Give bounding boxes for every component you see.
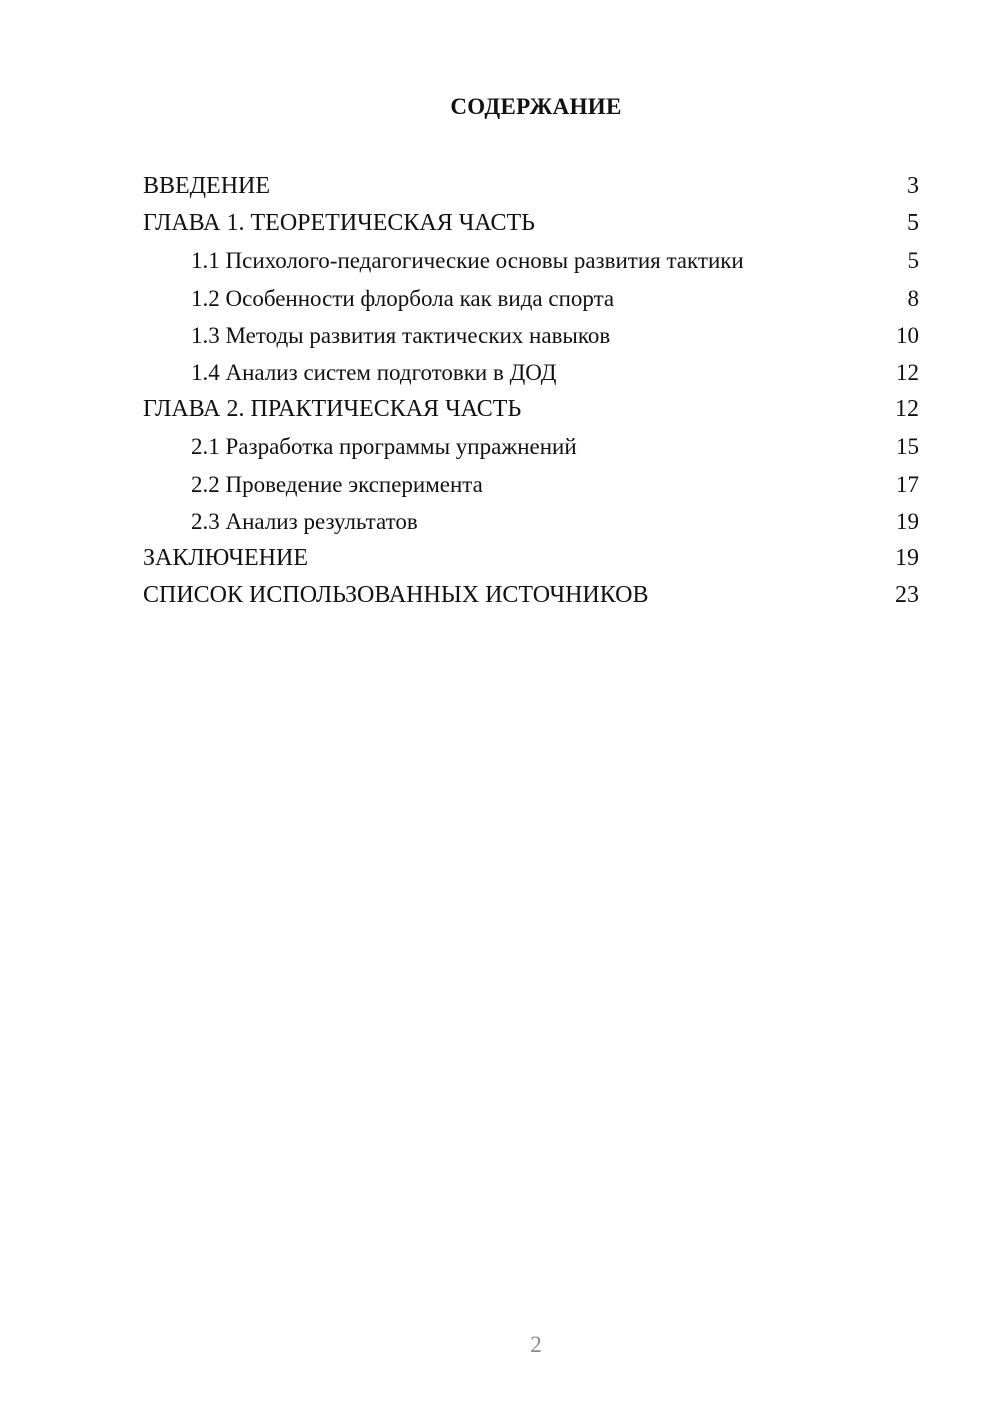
toc-entry-section-2-3[interactable] — [143, 503, 919, 540]
toc-entry-introduction[interactable] — [143, 168, 919, 205]
toc-entry-section-1-1[interactable] — [143, 242, 919, 279]
toc-entry-label: ГЛАВА 1. ТЕОРЕТИЧЕСКАЯ ЧАСТЬ — [143, 210, 535, 237]
toc-entry-references[interactable] — [143, 577, 919, 614]
toc-entry-chapter-1[interactable] — [143, 205, 919, 242]
toc-entry-section-2-2[interactable] — [143, 466, 919, 503]
toc-entry-section-1-3[interactable] — [143, 317, 919, 354]
toc-entry-page: 19 — [896, 508, 919, 534]
toc-entry-label: ВВЕДЕНИЕ — [143, 173, 271, 199]
toc-entry-label: 2.1 Разработка программы упражнений — [191, 434, 577, 460]
toc-entry-label: ЗАКЛЮЧЕНИЕ — [143, 544, 308, 571]
toc-entry-page: 5 — [907, 210, 919, 237]
toc-entry-page: 10 — [896, 322, 919, 348]
toc-entry-label: 2.3 Анализ результатов — [191, 508, 418, 534]
page-number: 2 — [530, 1332, 542, 1357]
toc-entry-label: 1.1 Психолого-педагогические основы развития тактики — [191, 248, 744, 274]
toc-entry-label: 1.2 Особенности флорбола как вида спорта — [191, 285, 615, 311]
toc-entry-label: ГЛАВА 2. ПРАКТИЧЕСКАЯ ЧАСТЬ — [143, 396, 522, 423]
table-of-contents — [143, 168, 919, 614]
toc-entry-page: 17 — [896, 471, 919, 497]
toc-entry-page: 3 — [907, 173, 919, 199]
toc-entry-page: 15 — [896, 434, 919, 460]
toc-entry-label: 1.3 Методы развития тактических навыков — [191, 322, 611, 348]
toc-entry-section-1-2[interactable] — [143, 280, 919, 317]
toc-entry-page: 8 — [907, 285, 919, 311]
toc-entry-label: 2.2 Проведение эксперимента — [191, 471, 483, 497]
toc-entry-label: 1.4 Анализ систем подготовки в ДОД — [191, 359, 557, 385]
toc-entry-page: 19 — [895, 544, 919, 571]
toc-entry-conclusion[interactable] — [143, 540, 919, 577]
toc-entry-page: 23 — [895, 582, 919, 609]
toc-entry-label: СПИСОК ИСПОЛЬЗОВАННЫХ ИСТОЧНИКОВ — [143, 582, 649, 609]
toc-entry-section-2-1[interactable] — [143, 428, 919, 465]
toc-entry-chapter-2[interactable] — [143, 391, 919, 428]
page-title: СОДЕРЖАНИЕ — [450, 94, 622, 119]
toc-entry-page: 5 — [907, 248, 919, 274]
toc-entry-section-1-4[interactable] — [143, 354, 919, 391]
toc-entry-page: 12 — [895, 396, 919, 423]
toc-entry-page: 12 — [896, 359, 919, 385]
